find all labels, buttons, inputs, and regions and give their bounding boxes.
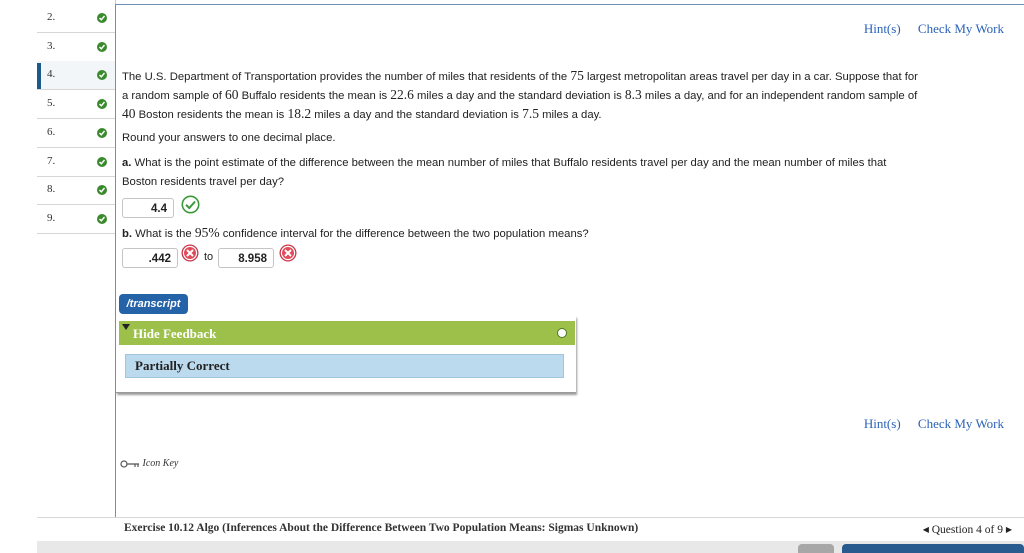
- completed-check-icon: [97, 214, 107, 224]
- part-b-text: confidence interval for the difference between the two population means?: [219, 228, 589, 240]
- problem-text: Boston residents the mean is: [135, 109, 288, 121]
- question-position: Question 4 of 9: [931, 524, 1003, 536]
- problem-text: miles a day, and for an independent random sample of: [641, 90, 918, 102]
- problem-number: 7.5: [522, 106, 539, 121]
- problem-number: 40: [122, 106, 136, 121]
- nav-item-number: 4.: [47, 68, 56, 80]
- nav-item-question-7[interactable]: [37, 148, 115, 177]
- part-b-text: What is the: [132, 228, 195, 240]
- problem-text: Buffalo residents the mean is: [238, 90, 391, 102]
- incorrect-x-icon: [279, 244, 296, 261]
- nav-item-question-3[interactable]: [37, 33, 115, 62]
- incorrect-x-icon: [181, 244, 198, 261]
- answer-b-lower-input[interactable]: .442: [122, 248, 178, 268]
- part-a-text: What is the point estimate of the difference between the mean number of miles that Buffalo residents travel per day and the mean number of miles that: [131, 157, 887, 169]
- bottom-tab-blue[interactable]: [842, 544, 1024, 553]
- next-question-icon[interactable]: ▶: [1005, 525, 1012, 534]
- nav-item-question-4[interactable]: [37, 61, 115, 90]
- problem-text: miles a day and the standard deviation is: [413, 90, 625, 102]
- hints-link[interactable]: Hint(s): [863, 21, 901, 36]
- check-my-work-link[interactable]: Check My Work: [917, 21, 1004, 36]
- completed-check-icon: [97, 128, 107, 138]
- hints-link[interactable]: Hint(s): [863, 416, 901, 431]
- part-a-line-1: [122, 154, 1022, 174]
- nav-item-number: 3.: [47, 40, 56, 52]
- previous-question-icon[interactable]: ◀: [922, 525, 929, 534]
- completed-check-icon: [97, 185, 107, 195]
- problem-number: 60: [224, 87, 239, 102]
- hide-feedback-label: Hide Feedback: [133, 326, 217, 341]
- to-label: to: [204, 251, 214, 263]
- collapse-triangle-icon: [122, 324, 130, 330]
- key-icon: [120, 460, 140, 468]
- rounding-instruction: Round your answers to one decimal place.: [122, 132, 336, 144]
- nav-item-question-2[interactable]: [37, 4, 115, 33]
- problem-text: miles a day and the standard deviation is: [311, 109, 523, 121]
- part-a-label: a.: [122, 157, 132, 169]
- problem-text: miles a day.: [538, 109, 602, 121]
- nav-item-question-5[interactable]: [37, 90, 115, 119]
- completed-check-icon: [97, 70, 107, 80]
- icon-key-label: Icon Key: [142, 458, 179, 469]
- problem-text: The U.S. Department of Transportation provides the number of miles that residents of the: [122, 71, 571, 83]
- answer-b-upper-input[interactable]: 8.958: [218, 248, 274, 268]
- completed-check-icon: [97, 13, 107, 23]
- feedback-status-icon: [557, 328, 567, 338]
- transcript-button[interactable]: /transcript: [119, 294, 188, 314]
- problem-number: 75: [570, 68, 584, 83]
- completed-check-icon: [97, 157, 107, 167]
- nav-item-number: 8.: [47, 183, 56, 195]
- completed-check-icon: [97, 99, 107, 109]
- top-links: [850, 21, 1004, 37]
- nav-item-number: 7.: [47, 155, 56, 167]
- bottom-links: [850, 416, 1004, 432]
- nav-item-question-8[interactable]: [37, 176, 115, 205]
- answer-a-input[interactable]: 4.4: [122, 198, 174, 218]
- question-pager: [923, 524, 1012, 536]
- footer: [37, 517, 1024, 542]
- confidence-level: 95%: [194, 225, 220, 240]
- feedback-panel: [116, 316, 576, 393]
- nav-item-question-9[interactable]: [37, 205, 115, 234]
- hide-feedback-toggle[interactable]: [119, 321, 575, 345]
- problem-number: 8.3: [624, 87, 642, 102]
- check-my-work-link[interactable]: Check My Work: [917, 416, 1004, 431]
- exercise-title: Exercise 10.12 Algo (Inferences About the Difference Between Two Population Means: Sigmas Unknown): [124, 522, 639, 534]
- icon-key[interactable]: [120, 458, 178, 469]
- problem-line-3: [122, 104, 1022, 126]
- part-a-line-2: Boston residents travel per day?: [122, 176, 285, 188]
- question-nav-sidebar: [37, 0, 116, 540]
- completed-check-icon: [97, 42, 107, 52]
- nav-item-number: 5.: [47, 97, 56, 109]
- problem-number: 22.6: [390, 87, 414, 102]
- nav-item-number: 6.: [47, 126, 56, 138]
- correct-check-icon: [181, 195, 198, 212]
- bottom-tab-grey[interactable]: [798, 544, 834, 553]
- problem-text: largest metropolitan areas travel per day in a car. Suppose that for: [583, 71, 918, 83]
- nav-item-number: 9.: [47, 212, 56, 224]
- part-b-label: b.: [122, 228, 133, 240]
- nav-item-question-6[interactable]: [37, 119, 115, 148]
- problem-number: 18.2: [287, 106, 312, 121]
- problem-text: a random sample of: [122, 90, 225, 102]
- part-b-line: [122, 223, 1022, 245]
- question-panel: [115, 4, 1024, 519]
- nav-item-number: 2.: [47, 11, 56, 23]
- feedback-result: Partially Correct: [125, 354, 564, 378]
